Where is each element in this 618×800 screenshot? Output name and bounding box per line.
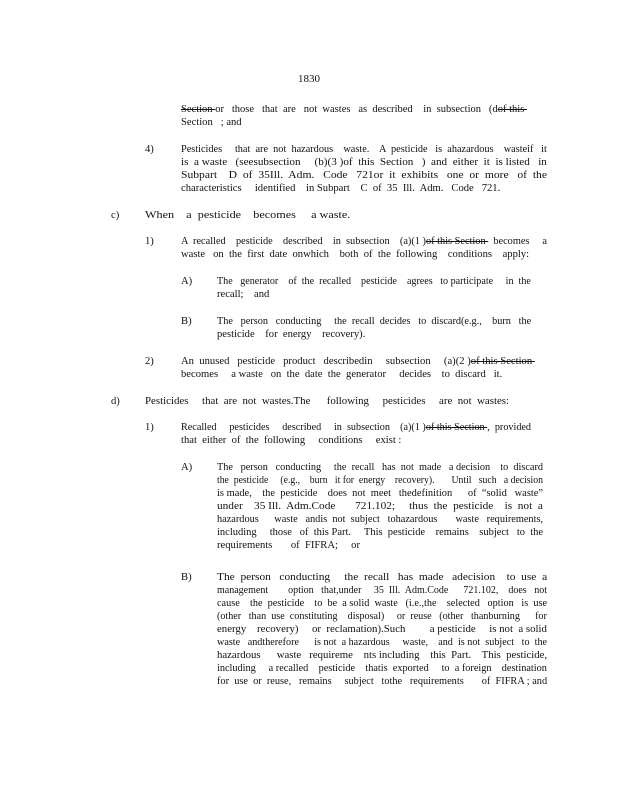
text-line xyxy=(217,461,554,474)
struck-text: of this Section xyxy=(425,422,488,433)
text-line xyxy=(217,636,562,649)
text-line xyxy=(217,584,567,597)
item-label: A) xyxy=(181,462,193,473)
item-label: d) xyxy=(111,396,120,407)
text-line xyxy=(145,395,510,408)
text-line xyxy=(181,434,401,447)
text-run: for use or reuse, remains subject tothe requirements of FIFRA ; and xyxy=(217,676,548,687)
text-run: including a recalled pesticide thatis exported to a foreign destination xyxy=(217,663,547,674)
text-line xyxy=(181,182,500,195)
text-line xyxy=(217,275,547,288)
text-run: , provided xyxy=(487,422,532,433)
item-label: 1) xyxy=(145,236,154,247)
text-run: A recalled pesticide described in subsection (a)(1 ) xyxy=(181,236,426,247)
text-run: recall; and xyxy=(217,289,270,300)
text-line xyxy=(217,610,562,623)
text-run: pesticide for energy recovery). xyxy=(217,329,366,340)
text-line xyxy=(217,513,552,526)
text-line xyxy=(181,235,557,248)
text-run: Subpart D of 35Ill. Adm. Code 721or it exhibits one or more of the xyxy=(181,170,548,181)
text-line xyxy=(217,623,547,636)
text-run: The person conducting the recall has not made a decision to discard xyxy=(217,462,544,473)
text-line xyxy=(181,248,529,261)
text-run: cause the pesticide to be a solid waste (i.e.,the selected option is use xyxy=(217,598,548,609)
text-run: The person conducting the recall decides to discard(e.g., burn the xyxy=(217,316,532,327)
text-run: An unused pesticide product describedin subsection (a)(2 ) xyxy=(181,356,471,367)
item-label: c) xyxy=(111,210,120,221)
item-label: A) xyxy=(181,276,193,287)
text-line xyxy=(217,288,269,301)
text-run: characteristics identified in Subpart C of 35 Ill. Adm. Code 721. xyxy=(181,183,501,194)
text-run: The generator of the recalled pesticide agrees to participate in the xyxy=(217,276,531,287)
item-label: 2) xyxy=(145,356,154,367)
text-line xyxy=(181,143,558,156)
text-line xyxy=(181,156,547,169)
text-run: When a pesticide becomes a waste. xyxy=(145,210,351,221)
struck-text: of this Section xyxy=(425,236,489,247)
text-line xyxy=(217,539,360,552)
item-label: B) xyxy=(181,316,192,327)
text-run: Section ; and xyxy=(181,117,242,128)
text-line xyxy=(217,487,548,500)
text-line xyxy=(145,209,351,222)
text-line xyxy=(217,571,548,584)
text-run: waste andtherefore is not a hazardous waste, and is not subject to the xyxy=(217,637,548,648)
text-run: management option that,under 35 Ill. Adm.Code 721.102, does not xyxy=(217,585,547,596)
text-run: becomes a xyxy=(488,236,547,247)
text-line xyxy=(217,649,548,662)
text-line xyxy=(181,103,529,116)
struck-text: Section xyxy=(181,104,216,115)
struck-text: of this Section xyxy=(470,356,535,367)
struck-text: of this xyxy=(497,104,527,115)
text-line xyxy=(217,315,541,328)
text-line xyxy=(217,662,557,675)
text-run: The person conducting the recall has made adecision to use a xyxy=(217,572,548,583)
text-line xyxy=(217,328,365,341)
text-line xyxy=(217,675,556,688)
text-run: Pesticides that are not wastes.The following pesticides are not wastes: xyxy=(145,396,510,407)
text-run: energy recovery) or reclamation).Such a pesticide is not a solid xyxy=(217,624,547,635)
text-line xyxy=(217,526,546,539)
text-run: hazardous waste requireme nts including this Part. This pesticide, xyxy=(217,650,548,661)
text-line xyxy=(181,355,534,368)
text-run: becomes a waste on the date the generator decides to discard it. xyxy=(181,369,503,380)
text-run: is a waste (seesubsection (b)(3 )of this Section ) and either it is listed in xyxy=(181,157,547,168)
text-line xyxy=(181,421,545,434)
text-run: under 35 Ill. Adm.Code 721.102; thus the pesticide is not a xyxy=(217,501,543,512)
text-line xyxy=(217,500,543,513)
text-run: is made, the pesticide does not meet thedefinition of “solid waste” xyxy=(217,488,544,499)
text-line xyxy=(217,597,558,610)
text-run: waste on the first date onwhich both of the following conditions apply: xyxy=(181,249,530,260)
text-line xyxy=(181,169,548,182)
text-line xyxy=(217,474,572,487)
item-label: 4) xyxy=(145,144,154,155)
text-run: Recalled pesticides described in subsection (a)(1 ) xyxy=(181,422,426,433)
text-line xyxy=(181,116,242,129)
text-run: hazardous waste andis not subject tohazardous waste requirements, xyxy=(217,514,544,525)
text-run: the pesticide (e.g., burn it for energy recovery). Until such a decision xyxy=(217,475,543,486)
page-number: 1830 xyxy=(298,73,320,85)
text-line xyxy=(181,368,502,381)
text-run: or those that are not wastes as described in subsection (d xyxy=(215,104,498,115)
text-run: requirements of FIFRA; or xyxy=(217,540,361,551)
text-run: Pesticides that are not hazardous waste. A pesticide is ahazardous wasteif it xyxy=(181,144,547,155)
text-run: including those of this Part. This pesticide remains subject to the xyxy=(217,527,544,538)
item-label: B) xyxy=(181,572,192,583)
item-label: 1) xyxy=(145,422,154,433)
text-run: that either of the following conditions exist : xyxy=(181,435,402,446)
text-run: (other than use constituting disposal) or reuse (other thanburning for xyxy=(217,611,547,622)
